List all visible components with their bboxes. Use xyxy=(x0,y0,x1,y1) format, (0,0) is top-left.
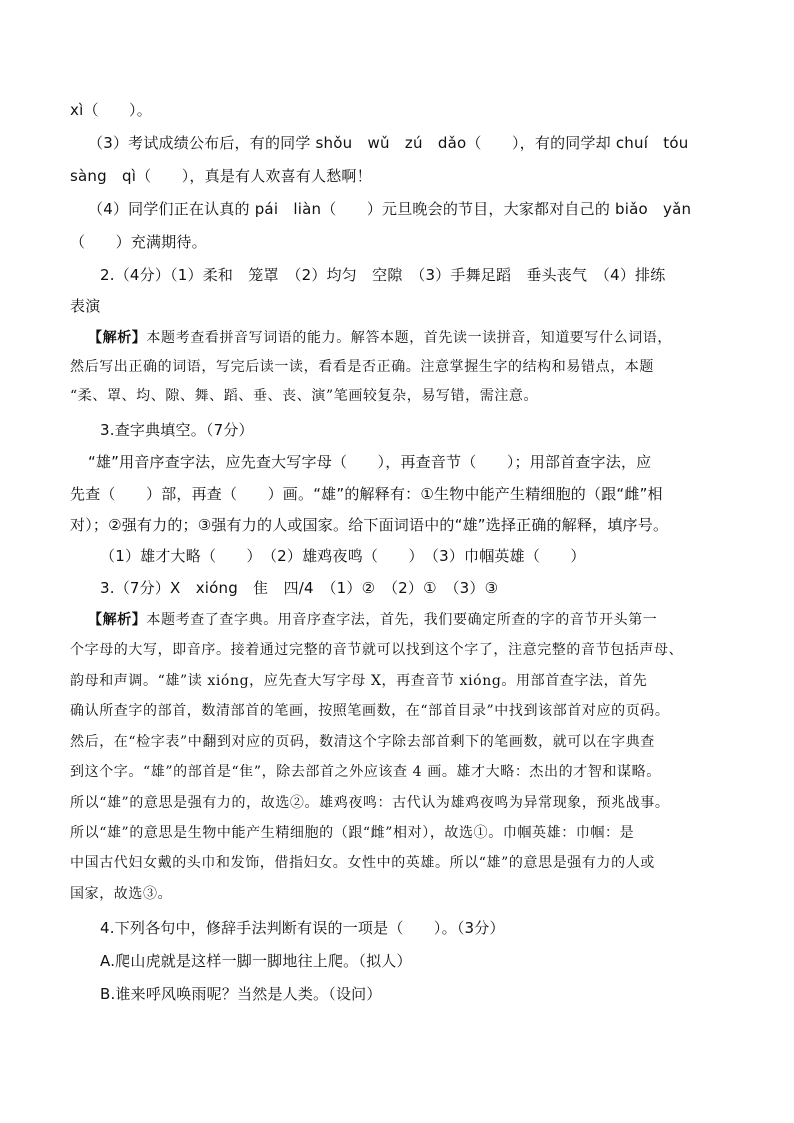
analysis-line: 所以“雄”的意思是生物中能产生精细胞的（跟“雌”相对），故选①。巾帼英雄：巾帼：是 xyxy=(70,825,635,841)
text-line: （1）雄才大略（ ） （2）雄鸡夜鸣（ ） （3）巾帼英雄（ ） xyxy=(100,547,586,565)
analysis-line: 所以“雄”的意思是强有力的，故选②。雄鸡夜鸣：古代认为雄鸡夜鸣为异常现象，预兆战事。 xyxy=(70,795,670,811)
answer-line: 2.（4分）（1）柔和 笼罩 （2）均匀 空隙 （3）手舞足蹈 垂头丧气 （4）排练 xyxy=(100,266,666,284)
analysis-line: 中国古代妇女戴的头巾和发饰，借指妇女。女性中的英雄。所以“雄”的意思是强有力的人或 xyxy=(70,855,655,871)
analysis-line: “柔、罩、均、隙、舞、蹈、垂、丧、演”笔画较复杂，易写错，需注意。 xyxy=(70,388,539,404)
option-b: B.谁来呼风唤雨呢？当然是人类。（设问） xyxy=(100,985,382,1003)
analysis-label: 【解析】 xyxy=(88,330,147,346)
text-line: sàng qì（ ），真是有人欢喜有人愁啊！ xyxy=(70,167,372,185)
text-line: （3）考试成绩公布后，有的同学 shǒu wǔ zú dǎo（ ），有的同学却 chuí tóu xyxy=(88,134,689,152)
analysis-line: 【解析】本题考查了查字典。用音序查字法，首先，我们要确定所查的字的音节开头第一 xyxy=(88,612,658,628)
analysis-line: 韵母和声调。“雄”读 xióng，应先查大写字母 X，再查音节 xióng。用部首查字法，首先 xyxy=(70,673,648,689)
option-a: A.爬山虎就是这样一脚一脚地往上爬。（拟人） xyxy=(100,952,412,970)
answer-line: 表演 xyxy=(70,297,101,315)
analysis-line: 个字母的大写，即音序。接着通过完整的音节就可以找到这个字了，注意完整的音节包括声母、 xyxy=(70,642,684,658)
question-title: 4.下列各句中，修辞手法判断有误的一项是（ ）。（3分） xyxy=(100,919,505,937)
analysis-line: 然后写出正确的词语，写完后读一读，看看是否正确。注意掌握生字的结构和易错点，本题 xyxy=(70,359,654,375)
text-line: xì（ ）。 xyxy=(70,101,152,119)
analysis-label: 【解析】 xyxy=(88,612,147,628)
text-line: 先查（ ）部，再查（ ）画。“雄”的解释有：①生物中能产生精细胞的（跟“雌”相 xyxy=(70,485,663,503)
text-line: 对）；②强有力的；③强有力的人或国家。给下面词语中的“雄”选择正确的解释，填序号。 xyxy=(70,516,669,534)
answer-line: 3.（7分）X xióng 隹 四/4 （1）② （2）① （3）③ xyxy=(100,579,499,597)
text-line: （ ）充满期待。 xyxy=(70,233,207,251)
analysis-line: 然后，在“检字表”中翻到对应的页码，数清这个字除去部首剩下的笔画数，就可以在字典查 xyxy=(70,734,655,750)
question-title: 3.查字典填空。（7分） xyxy=(100,421,254,439)
analysis-line: 到这个字。“雄”的部首是“隹”，除去部首之外应该查 4 画。雄才大略：杰出的才智和谋略。 xyxy=(70,764,661,780)
analysis-line: 国家，故选③。 xyxy=(70,886,173,902)
text-line: （4）同学们正在认真的 pái liàn（ ）元旦晚会的节目，大家都对自己的 biǎo yǎn xyxy=(88,200,692,218)
analysis-line: 确认所查字的部首，数清部首的笔画，按照笔画数，在“部首目录”中找到该部首对应的页码。 xyxy=(70,703,670,719)
text-line: “雄”用音序查字法，应先查大写字母（ ），再查音节（ ）；用部首查字法，应 xyxy=(88,453,652,471)
analysis-line: 【解析】本题考查看拼音写词语的能力。解答本题，首先读一读拼音，知道要写什么词语， xyxy=(88,330,673,346)
